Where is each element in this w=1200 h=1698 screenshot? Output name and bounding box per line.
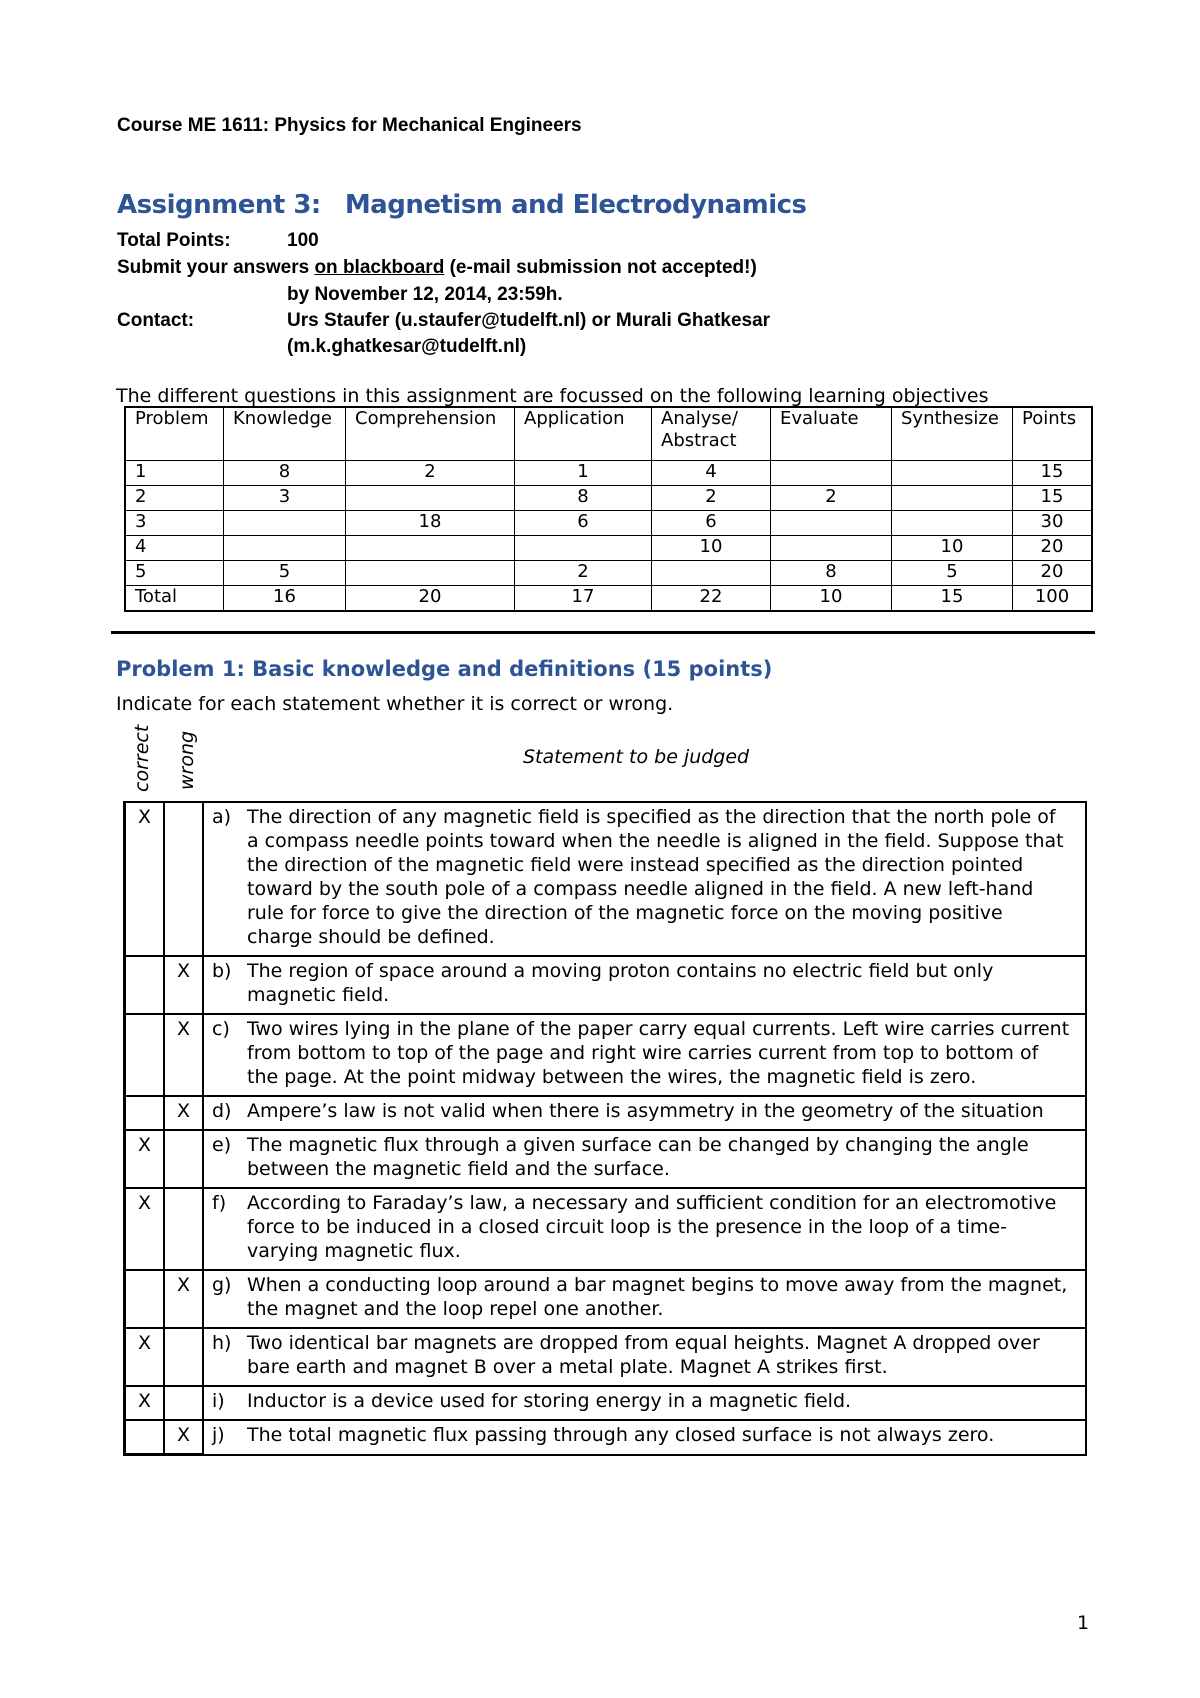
wrong-mark[interactable]: X [164, 1270, 203, 1328]
cell-evaluate: 8 [771, 561, 892, 586]
cell-points: 100 [1013, 586, 1093, 612]
cell-knowledge: 5 [224, 561, 346, 586]
statement-letter: h) [203, 1328, 247, 1386]
statement-text: The magnetic flux through a given surface can be changed by changing the angle between the magnetic field and the surface. [247, 1130, 1086, 1188]
statement-letter: i) [203, 1386, 247, 1420]
cell-synthesize: 5 [892, 561, 1013, 586]
statement-row [125, 1014, 1087, 1096]
column-correct-label: correct [131, 724, 153, 792]
statement-text: The direction of any magnetic field is specified as the direction that the north pole of a compass needle points toward when the needle is aligned in the field. Suppose that the direction of the magnetic field were instead specified as the direction pointed toward by the south pole of a compass needle aligned in the field. A new left-hand rule for force to give the direction of the magnetic force on the moving positive charge should be defined. [247, 802, 1086, 956]
assignment-number: Assignment 3: [117, 190, 321, 220]
objectives-intro: The different questions in this assignment are focussed on the following learning objectives [116, 385, 989, 407]
objectives-header-row [125, 407, 1092, 461]
wrong-mark[interactable]: X [164, 956, 203, 1014]
wrong-mark[interactable] [164, 1328, 203, 1386]
statement-letter: f) [203, 1188, 247, 1270]
problem1-intro: Indicate for each statement whether it is correct or wrong. [116, 693, 674, 715]
statement-row [125, 1270, 1087, 1328]
cell-synthesize [892, 486, 1013, 511]
cell-application: 1 [515, 461, 652, 486]
cell-evaluate [771, 461, 892, 486]
statement-row [125, 1386, 1087, 1420]
statement-text: According to Faraday’s law, a necessary and sufficient condition for an electromotive force to be induced in a closed circuit loop is the presence in the loop of a time-varying magnetic flux. [247, 1188, 1086, 1270]
assignment-title [117, 190, 807, 220]
objectives-row [125, 461, 1092, 486]
cell-synthesize: 15 [892, 586, 1013, 612]
cell-synthesize: 10 [892, 536, 1013, 561]
contact-line-1: Urs Staufer (u.staufer@tudelft.nl) or Murali Ghatkesar [287, 310, 771, 331]
objectives-total-row [125, 586, 1092, 612]
cell-points: 15 [1013, 461, 1093, 486]
objectives-table [124, 406, 1093, 612]
column-wrong-label: wrong [176, 730, 198, 790]
header-comprehension: Comprehension [346, 407, 515, 461]
cell-knowledge [224, 536, 346, 561]
correct-mark[interactable] [125, 1014, 165, 1096]
header-points: Points [1013, 407, 1093, 461]
cell-comprehension [346, 536, 515, 561]
cell-application: 6 [515, 511, 652, 536]
cell-problem: 2 [125, 486, 224, 511]
statement-letter: c) [203, 1014, 247, 1096]
statement-letter: b) [203, 956, 247, 1014]
statement-text: Two identical bar magnets are dropped from equal heights. Magnet A dropped over bare earth and magnet B over a metal plate. Magnet A strikes first. [247, 1328, 1086, 1386]
correct-mark[interactable] [125, 1270, 165, 1328]
blackboard-link[interactable]: on blackboard [314, 257, 445, 278]
cell-comprehension [346, 561, 515, 586]
cell-points: 15 [1013, 486, 1093, 511]
cell-points: 20 [1013, 561, 1093, 586]
header-application: Application [515, 407, 652, 461]
statement-row [125, 1188, 1087, 1270]
statement-row [125, 1420, 1087, 1455]
cell-application [515, 536, 652, 561]
statement-letter: e) [203, 1130, 247, 1188]
wrong-mark[interactable]: X [164, 1014, 203, 1096]
objectives-row [125, 511, 1092, 536]
wrong-mark[interactable] [164, 1130, 203, 1188]
cell-comprehension: 18 [346, 511, 515, 536]
statement-row [125, 1096, 1087, 1130]
statement-letter: d) [203, 1096, 247, 1130]
cell-points: 20 [1013, 536, 1093, 561]
cell-knowledge [224, 511, 346, 536]
cell-analyse [652, 561, 771, 586]
total-points-label: Total Points: [117, 230, 231, 251]
cell-application: 8 [515, 486, 652, 511]
cell-problem: 4 [125, 536, 224, 561]
wrong-mark[interactable]: X [164, 1420, 203, 1455]
correct-mark[interactable] [125, 956, 165, 1014]
cell-comprehension [346, 486, 515, 511]
cell-synthesize [892, 461, 1013, 486]
correct-mark[interactable]: X [125, 1386, 165, 1420]
statement-letter: g) [203, 1270, 247, 1328]
cell-analyse: 4 [652, 461, 771, 486]
cell-evaluate: 2 [771, 486, 892, 511]
cell-knowledge: 16 [224, 586, 346, 612]
cell-evaluate: 10 [771, 586, 892, 612]
statement-letter: j) [203, 1420, 247, 1455]
cell-analyse: 22 [652, 586, 771, 612]
wrong-mark[interactable] [164, 802, 203, 956]
correct-mark[interactable] [125, 1420, 165, 1455]
objectives-row [125, 486, 1092, 511]
statement-text: The region of space around a moving proton contains no electric field but only magnetic field. [247, 956, 1086, 1014]
objectives-row [125, 561, 1092, 586]
header-evaluate: Evaluate [771, 407, 892, 461]
cell-analyse: 2 [652, 486, 771, 511]
correct-mark[interactable] [125, 1096, 165, 1130]
header-knowledge: Knowledge [224, 407, 346, 461]
assignment-topic: Magnetism and Electrodynamics [344, 190, 807, 220]
correct-mark[interactable]: X [125, 1188, 165, 1270]
wrong-mark[interactable]: X [164, 1096, 203, 1130]
statement-letter: a) [203, 802, 247, 956]
statement-text: The total magnetic flux passing through any closed surface is not always zero. [247, 1420, 1086, 1455]
problem1-title: Problem 1: Basic knowledge and definitions (15 points) [116, 657, 773, 681]
cell-problem: Total [125, 586, 224, 612]
header-problem: Problem [125, 407, 224, 461]
statements-table [123, 801, 1087, 1456]
header-synthesize: Synthesize [892, 407, 1013, 461]
header-analyse: Analyse/ Abstract [652, 407, 771, 461]
statement-row [125, 1130, 1087, 1188]
wrong-mark[interactable] [164, 1188, 203, 1270]
cell-knowledge: 3 [224, 486, 346, 511]
cell-comprehension: 2 [346, 461, 515, 486]
statement-row [125, 1328, 1087, 1386]
submit-suffix: (e-mail submission not accepted!) [444, 257, 757, 278]
cell-evaluate [771, 536, 892, 561]
cell-comprehension: 20 [346, 586, 515, 612]
correct-mark[interactable]: X [125, 1328, 165, 1386]
statement-text: Ampere’s law is not valid when there is asymmetry in the geometry of the situation [247, 1096, 1086, 1130]
statement-text: When a conducting loop around a bar magnet begins to move away from the magnet, the magnet and the loop repel one another. [247, 1270, 1086, 1328]
statement-row [125, 956, 1087, 1014]
cell-analyse: 10 [652, 536, 771, 561]
page-number: 1 [1077, 1612, 1090, 1634]
course-title: Course ME 1611: Physics for Mechanical Engineers [117, 115, 582, 136]
wrong-mark[interactable] [164, 1386, 203, 1420]
statement-text: Two wires lying in the plane of the paper carry equal currents. Left wire carries current from bottom to top of the page and right wire carries current from top to bottom of the page. At the point midway between the wires, the magnetic field is zero. [247, 1014, 1086, 1096]
cell-knowledge: 8 [224, 461, 346, 486]
statement-text: Inductor is a device used for storing energy in a magnetic field. [247, 1386, 1086, 1420]
cell-problem: 3 [125, 511, 224, 536]
cell-evaluate [771, 511, 892, 536]
cell-problem: 5 [125, 561, 224, 586]
cell-synthesize [892, 511, 1013, 536]
submit-line [117, 257, 757, 279]
statement-row [125, 802, 1087, 956]
correct-mark[interactable]: X [125, 802, 165, 956]
contact-label: Contact: [117, 310, 195, 331]
objectives-row [125, 536, 1092, 561]
cell-problem: 1 [125, 461, 224, 486]
total-points-value: 100 [287, 230, 319, 251]
correct-mark[interactable]: X [125, 1130, 165, 1188]
cell-application: 17 [515, 586, 652, 612]
column-statement-label: Statement to be judged [523, 746, 750, 768]
contact-line-2: (m.k.ghatkesar@tudelft.nl) [287, 336, 527, 357]
submit-prefix: Submit your answers [117, 257, 315, 278]
cell-application: 2 [515, 561, 652, 586]
deadline: by November 12, 2014, 23:59h. [287, 284, 563, 305]
section-divider [111, 631, 1095, 634]
cell-analyse: 6 [652, 511, 771, 536]
cell-points: 30 [1013, 511, 1093, 536]
